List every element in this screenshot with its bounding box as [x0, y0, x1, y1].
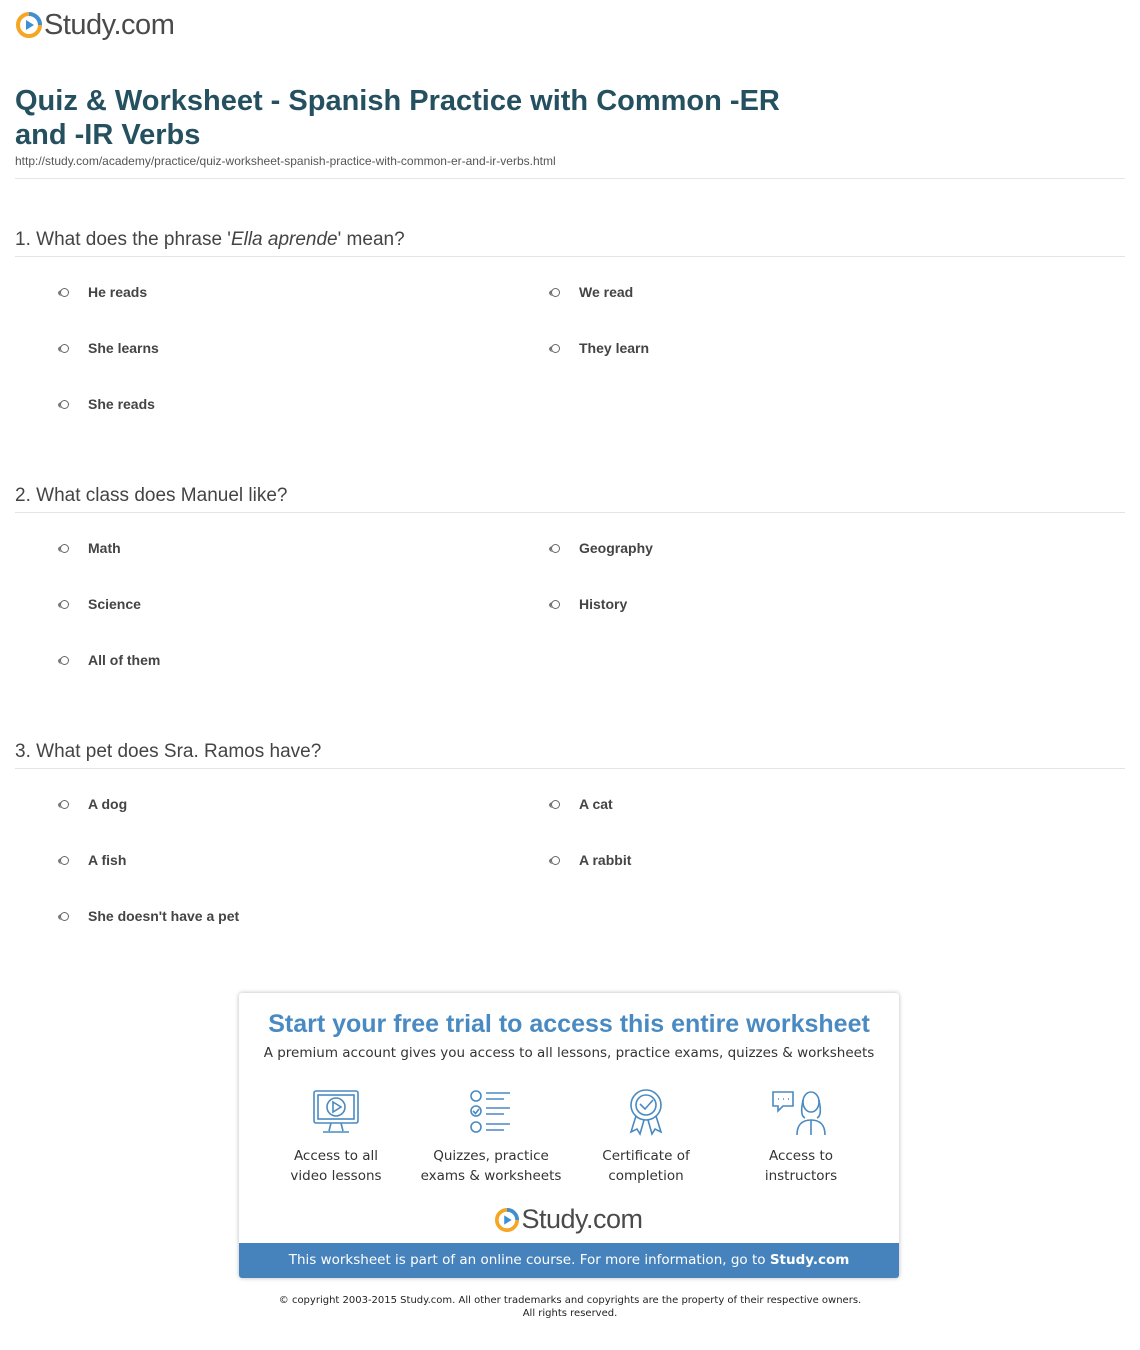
- question-number: 2.: [15, 485, 31, 506]
- question-text: What pet does Sra. Ramos have?: [36, 741, 322, 762]
- radio-button[interactable]: [60, 656, 69, 665]
- feature-certificate: [571, 1088, 721, 1186]
- page-title: Quiz & Worksheet - Spanish Practice with Common -ER and -IR Verbs: [15, 85, 780, 151]
- question-text-end: ' mean?: [337, 229, 405, 250]
- feature-instructors: [726, 1088, 876, 1186]
- page-url[interactable]: http://study.com/academy/practice/quiz-worksheet-spanish-practice-with-common-er-and-ir-verbs.html: [15, 154, 556, 168]
- feature-video-lessons: [261, 1088, 411, 1186]
- video-monitor-icon: [261, 1088, 411, 1136]
- option-label: A fish: [88, 852, 127, 868]
- answer-option[interactable]: [60, 650, 160, 670]
- answer-option[interactable]: [551, 794, 613, 814]
- feature-label: completion: [608, 1168, 684, 1184]
- option-label: She doesn't have a pet: [88, 908, 240, 924]
- radio-button[interactable]: [551, 344, 560, 353]
- instructor-icon: [726, 1088, 876, 1136]
- copyright-footer: [0, 1294, 1140, 1320]
- answer-option[interactable]: [551, 850, 631, 870]
- feature-label: video lessons: [290, 1168, 382, 1184]
- option-label: A dog: [88, 796, 128, 812]
- answer-option[interactable]: [60, 538, 121, 558]
- question-divider: [15, 256, 1125, 257]
- course-info-bar: [239, 1243, 899, 1278]
- answer-option[interactable]: [551, 538, 653, 558]
- option-label: She reads: [88, 396, 155, 412]
- option-label: They learn: [579, 340, 650, 356]
- study-logo[interactable]: [16, 10, 174, 40]
- question-text: What does the phrase ': [36, 229, 231, 250]
- feature-label: Quizzes, practice: [433, 1148, 549, 1164]
- radio-button[interactable]: [60, 856, 69, 865]
- question-2: [15, 485, 287, 507]
- rights-line: All rights reserved.: [522, 1308, 618, 1319]
- promo-headline[interactable]: Start your free trial to access this entire worksheet: [268, 1010, 870, 1038]
- radio-button[interactable]: [551, 800, 560, 809]
- question-1: [15, 229, 405, 251]
- option-label: A cat: [579, 796, 613, 812]
- bar-text: This worksheet is part of an online course. For more information, go to: [288, 1252, 770, 1268]
- answer-option[interactable]: [551, 282, 633, 302]
- answer-option[interactable]: [60, 850, 126, 870]
- answer-option[interactable]: [60, 906, 239, 926]
- answer-option[interactable]: [60, 394, 155, 414]
- promo-study-logo[interactable]: [239, 1204, 899, 1235]
- copyright-line: © copyright 2003-2015 Study.com. All other trademarks and copyrights are the property of their respective owners.: [278, 1295, 862, 1306]
- radio-button[interactable]: [60, 288, 69, 297]
- radio-button[interactable]: [60, 800, 69, 809]
- feature-label: Certificate of: [602, 1148, 690, 1164]
- answer-option[interactable]: [551, 594, 627, 614]
- question-divider: [15, 512, 1125, 513]
- option-label: A rabbit: [579, 852, 632, 868]
- radio-button[interactable]: [551, 600, 560, 609]
- radio-button[interactable]: [60, 544, 69, 553]
- option-label: History: [579, 596, 628, 612]
- question-phrase: Ella aprende: [230, 229, 338, 250]
- option-label: He reads: [88, 284, 148, 300]
- radio-button[interactable]: [60, 400, 69, 409]
- question-number: 3.: [15, 741, 31, 762]
- feature-label: instructors: [764, 1168, 838, 1184]
- option-label: Science: [88, 596, 141, 612]
- option-label: Math: [88, 540, 121, 556]
- answer-option[interactable]: [551, 338, 649, 358]
- answer-option[interactable]: [60, 282, 147, 302]
- radio-button[interactable]: [60, 344, 69, 353]
- play-circle-logo-icon: [16, 12, 42, 38]
- feature-label: Access to all: [293, 1148, 379, 1164]
- question-text: What class does Manuel like?: [36, 485, 288, 506]
- answer-option[interactable]: [60, 794, 127, 814]
- feature-quizzes: [416, 1088, 566, 1186]
- question-divider: [15, 768, 1125, 769]
- radio-button[interactable]: [60, 600, 69, 609]
- study-link[interactable]: Study.com: [769, 1252, 850, 1268]
- promo-subline: A premium account gives you access to all lessons, practice exams, quizzes & worksheets: [263, 1045, 875, 1061]
- option-label: She learns: [88, 340, 159, 356]
- option-label: All of them: [88, 652, 161, 668]
- radio-button[interactable]: [60, 912, 69, 921]
- quiz-list-icon: [416, 1088, 566, 1136]
- feature-label: Access to: [768, 1148, 834, 1164]
- radio-button[interactable]: [551, 288, 560, 297]
- feature-label: exams & worksheets: [420, 1168, 562, 1184]
- free-trial-promo: [239, 993, 899, 1278]
- answer-option[interactable]: [60, 594, 141, 614]
- logo-wordmark: Study.com: [521, 1204, 643, 1234]
- radio-button[interactable]: [551, 856, 560, 865]
- option-label: Geography: [579, 540, 653, 556]
- option-label: We read: [579, 284, 634, 300]
- question-number: 1.: [15, 229, 31, 250]
- logo-wordmark: Study.com: [44, 8, 175, 41]
- answer-option[interactable]: [60, 338, 159, 358]
- play-circle-logo-icon: [495, 1208, 519, 1232]
- question-3: [15, 741, 321, 763]
- certificate-ribbon-icon: [571, 1088, 721, 1136]
- radio-button[interactable]: [551, 544, 560, 553]
- header-divider: [15, 178, 1125, 179]
